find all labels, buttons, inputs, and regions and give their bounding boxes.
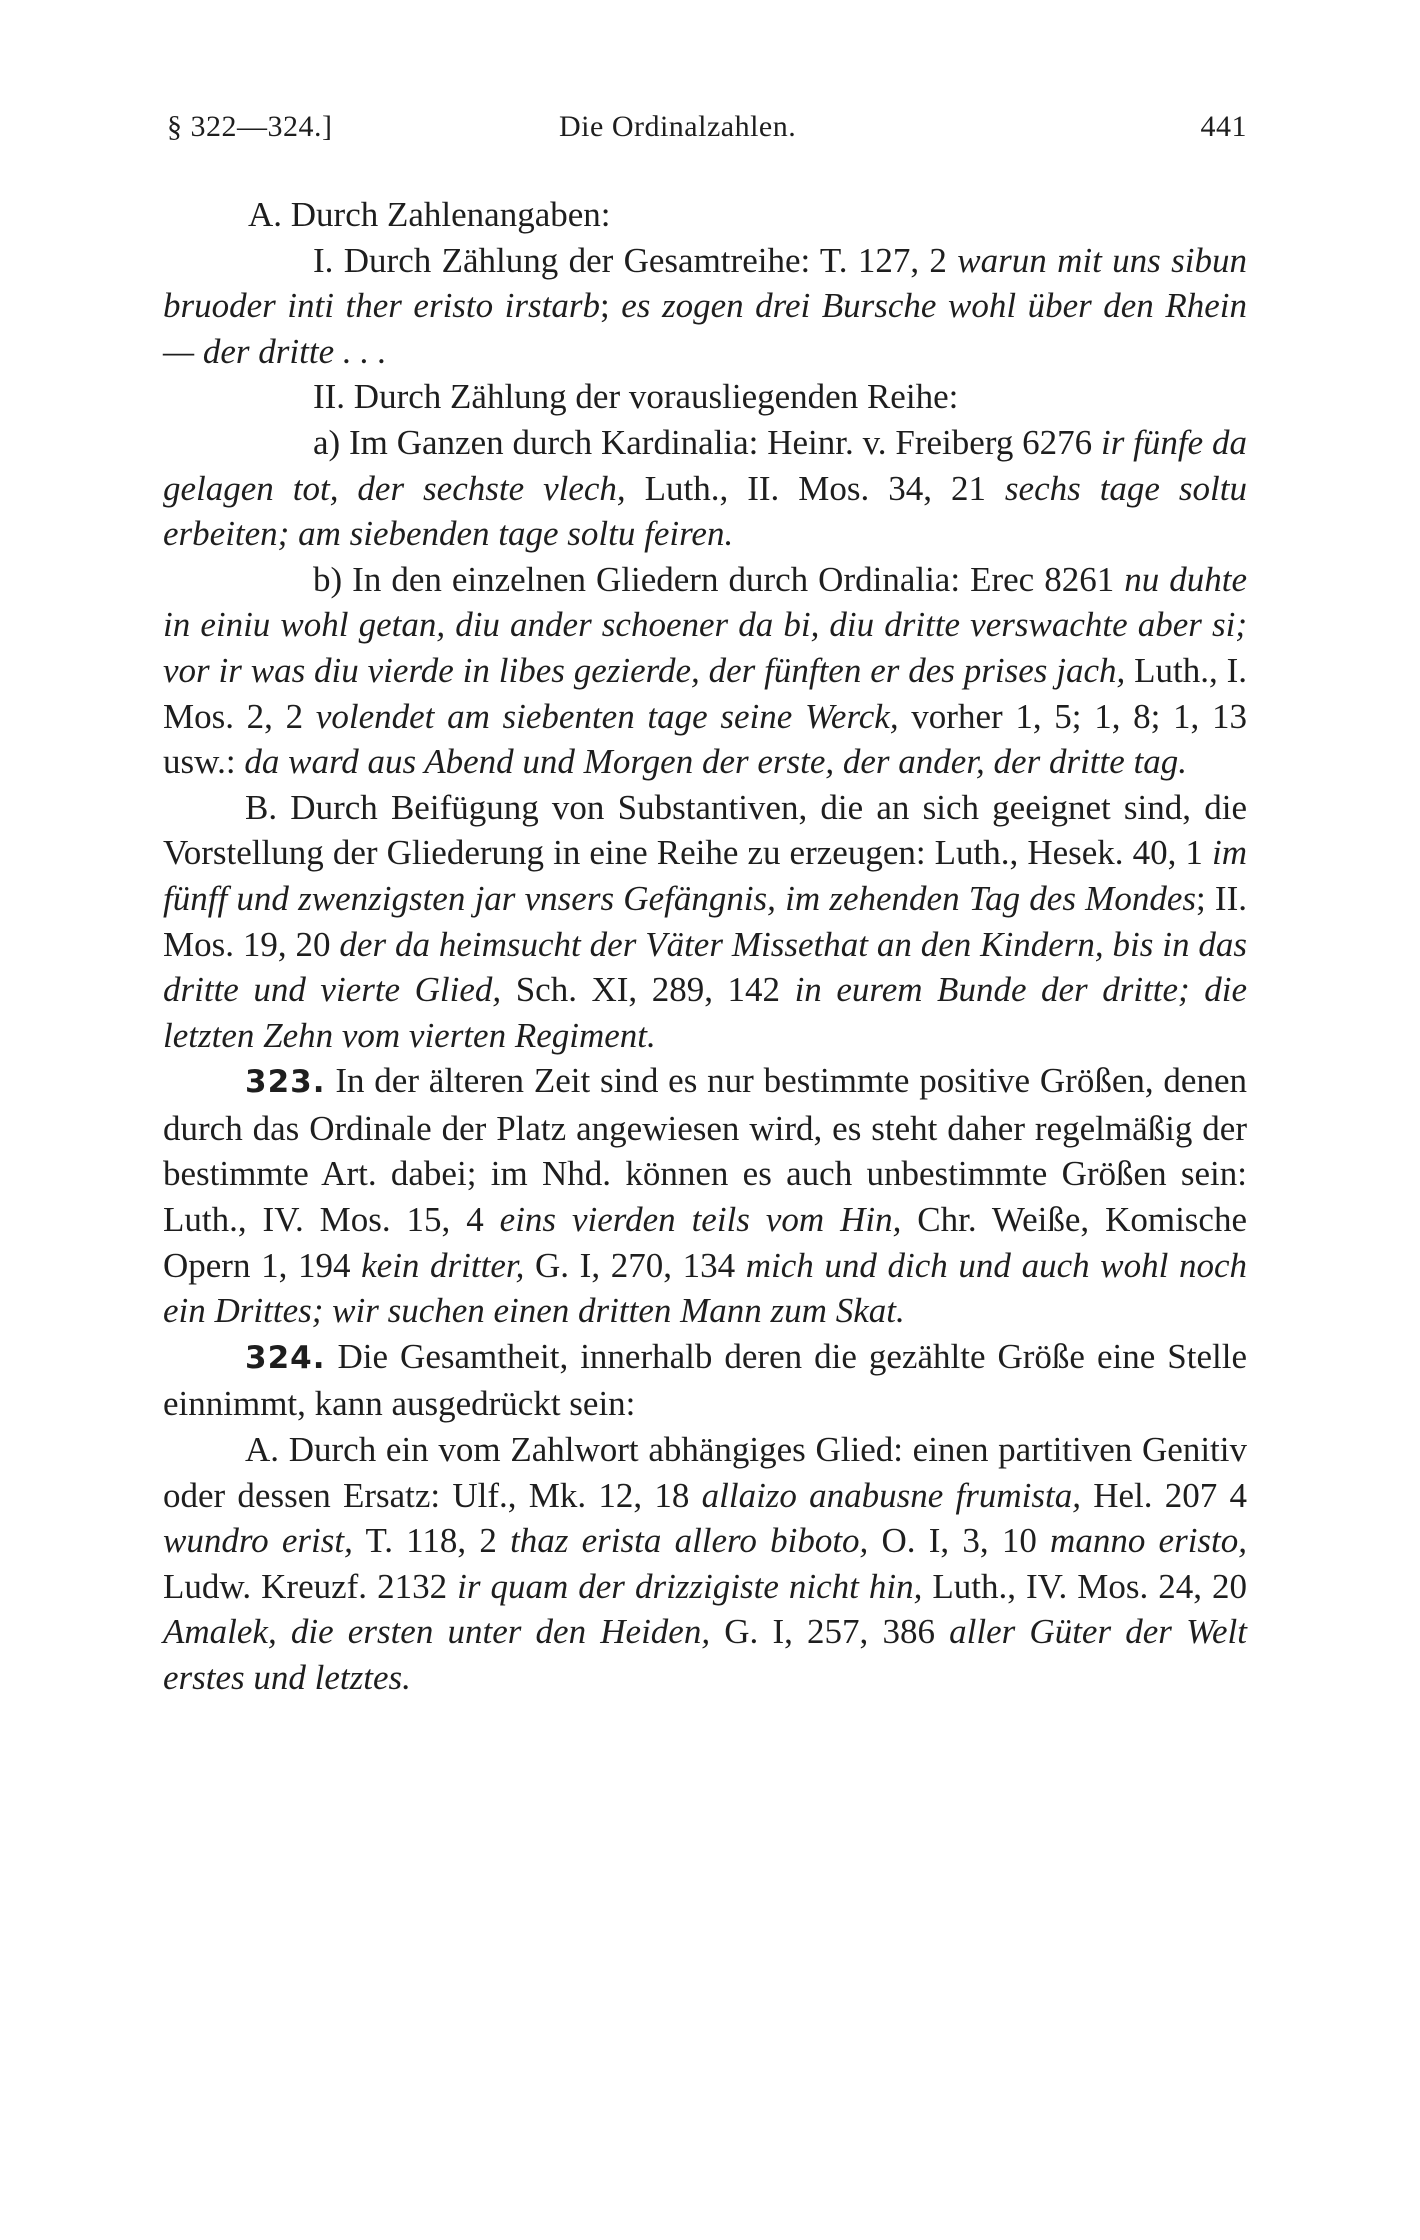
quotation-italic: sechs tage soltu erbeiten; am siebenden tage soltu feiren.: [163, 468, 1248, 554]
quotation-italic: kein dritter,: [361, 1245, 525, 1285]
body-text: vorher 1, 5; 1, 8; 1, 13 usw.:: [163, 696, 1247, 782]
body-text: Luth., II. Mos. 34, 21: [625, 468, 1005, 508]
quotation-italic: warun mit uns sibun bruoder inti ther eristo irstarb: [163, 240, 1248, 326]
heading-a-zahlenangaben: A. Durch Zahlenangaben:: [248, 195, 611, 234]
body-text: Luth., I. Mos. 2, 2: [163, 650, 1247, 736]
body-text: Chr. Weiße, Komische Opern 1, 194: [163, 1200, 1247, 1285]
body-text: Sch. XI, 289, 142: [501, 970, 795, 1010]
page-number: 441: [1200, 110, 1247, 143]
heading-ii-vorausliegende-reihe: II. Durch Zählung der vorausliegenden Reihe:: [313, 377, 959, 417]
section-range: § 322—324.]: [167, 110, 333, 143]
section-324: [163, 1334, 1247, 1427]
quotation-italic: aller Güter der Welt erstes und letztes.: [163, 1612, 1247, 1697]
quotation-italic: manno eristo,: [1050, 1521, 1248, 1561]
quotation-italic: eins vierden teils vom Hin,: [499, 1200, 902, 1240]
quotation-italic: ir fünfe da gelagen tot, der sechste vlech,: [163, 422, 1247, 508]
body-text: ;: [600, 286, 622, 326]
body-text: T. 118, 2: [352, 1521, 511, 1561]
paragraph-b-ordinalia: [163, 557, 1247, 785]
quotation-italic: ir quam der drizzigiste nicht hin,: [457, 1566, 923, 1606]
quotation-italic: thaz erista allero biboto,: [510, 1521, 869, 1561]
quotation-italic: Amalek, die ersten unter den Heiden,: [163, 1612, 711, 1652]
body-text: Hel. 207 4: [1081, 1475, 1247, 1515]
section-number: 324.: [245, 1339, 326, 1376]
quotation-italic: nu duhte in einiu wohl getan, diu ander schoener da bi, diu dritte verswachte aber si; vor ir was diu vierde in libes gezierde, der fünften er des prises jach,: [163, 559, 1247, 690]
running-header: [167, 110, 1247, 154]
quotation-italic: in eurem Bunde der dritte; die letzten Zehn vom vierten Regiment.: [163, 970, 1248, 1055]
section-number: 323.: [245, 1064, 326, 1101]
section-323: [163, 1058, 1247, 1334]
body-text: a) Im Ganzen durch Kardinalia: Heinr. v. Freiberg 6276: [313, 422, 1101, 462]
body-text: I. Durch Zählung der Gesamtreihe: T. 127, 2: [313, 240, 958, 280]
quotation-italic: im fünff und zwenzigsten jar vnsers Gefängnis, im zehenden Tag des Mondes: [163, 833, 1247, 918]
body-text: A. Durch ein vom Zahlwort abhängiges Glied: einen partitiven Genitiv oder dessen Ersatz: Ulf., Mk. 12, 18: [163, 1430, 1247, 1515]
chapter-title: Die Ordinalzahlen.: [559, 110, 797, 143]
quotation-italic: wundro erist,: [163, 1521, 353, 1561]
quotation-italic: allaizo anabusne frumista,: [701, 1475, 1081, 1515]
body-text: ; II. Mos. 19, 20: [163, 878, 1247, 964]
page-body: [163, 192, 1247, 1701]
quotation-italic: mich und dich und auch wohl noch ein Drittes; wir suchen einen dritten Mann zum Skat.: [163, 1245, 1247, 1331]
body-text: Luth., IV. Mos. 24, 20: [922, 1566, 1247, 1606]
paragraph-i-gesamtreihe: [163, 238, 1247, 375]
paragraph-a-zahlwort-glied: [163, 1427, 1247, 1701]
body-text: b) In den einzelnen Gliedern durch Ordinalia: Erec 8261: [313, 559, 1125, 599]
body-text: G. I, 257, 386: [710, 1612, 950, 1652]
paragraph-b-substantive: [163, 785, 1247, 1059]
quotation-italic: da ward aus Abend und Morgen der erste, der ander, der dritte tag.: [244, 742, 1188, 782]
quotation-italic: der da heimsucht der Väter Missethat an den Kindern, bis in das dritte und vierte Glied,: [163, 924, 1247, 1010]
body-text: G. I, 270, 134: [524, 1245, 746, 1285]
quotation-italic: es zogen drei Bursche wohl über den Rhein — der dritte . . .: [163, 286, 1247, 371]
body-text: In der älteren Zeit sind es nur bestimmte positive Größen, denen durch das Ordinale der Platz angewiesen wird, es steht daher regelmäßig der bestimmte Art. dabei; im Nhd. können es auch unbestimmte Größen sein: Luth., IV. Mos. 15, 4: [163, 1061, 1247, 1240]
body-text: Ludw. Kreuzf. 2132: [163, 1566, 458, 1606]
paragraph-a-kardinalia: [163, 420, 1247, 557]
body-text: O. I, 3, 10: [868, 1521, 1051, 1561]
body-text: B. Durch Beifügung von Substantiven, die an sich geeignet sind, die Vorstellung der Gliederung in eine Reihe zu erzeugen: Luth., Hesek. 40, 1: [163, 787, 1247, 873]
body-text: Die Gesamtheit, innerhalb deren die gezählte Größe eine Stelle einnimmt, kann ausgedrückt sein:: [163, 1336, 1247, 1424]
quotation-italic: volendet am siebenten tage seine Werck,: [315, 696, 899, 736]
